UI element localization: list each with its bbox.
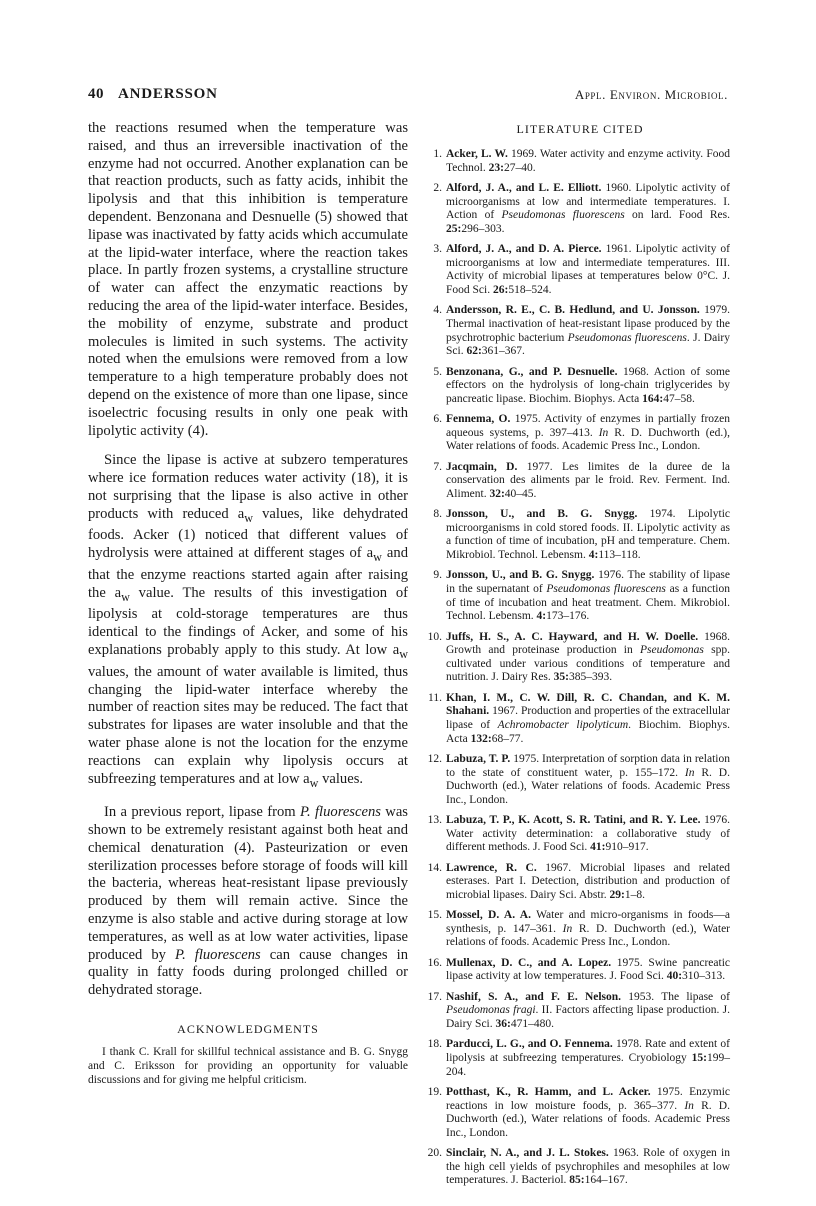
reference-details: 1963. Role of oxygen in the high cell yields of psychrophiles and mesophiles at low temperatures. J. Bacteriol. 85:164–167. [446, 1147, 730, 1187]
reference-authors: Benzonana, G., and P. Desnuelle. [446, 365, 618, 378]
reference-number: 2. [433, 181, 442, 194]
body-paragraph: In a previous report, lipase from P. fluorescens was shown to be extremely resistant against both heat and chemical denaturation (4). Pasteurization or even sterilization processes before storage of foods will kill the bacteria, whereas heat-resistant lipase previously produced by them will remain active. Since the enzyme is also stable and active during storage at low temperatures, as well as at low water activities, lipase produced by P. fluorescens can cause changes in quality in fatty foods during prolonged chilled or dehydrated storage. [88, 804, 408, 999]
references-heading: LITERATURE CITED [516, 122, 644, 136]
reference-item [430, 569, 730, 623]
reference-authors: Alford, J. A., and L. E. Elliott. [446, 181, 602, 194]
journal-name: Appl. Environ. Microbiol. [574, 87, 728, 102]
reference-authors: Juffs, H. S., A. C. Hayward, and H. W. Doelle. [446, 630, 699, 643]
left-column [88, 120, 408, 1087]
reference-details: 1967. Microbial lipases and related esterases. Part I. Detection, distribution and production of microbial lipases. Dairy Sci. Abstr. 29:1–8. [446, 861, 730, 901]
reference-authors: Khan, I. M., C. W. Dill, R. C. Chandan, and K. M. Shahani. [446, 691, 730, 718]
reference-details: 1978. Rate and extent of lipolysis at subfreezing temperatures. Cryobiology 15:199–204. [446, 1038, 731, 1078]
reference-details: 1979. Thermal inactivation of heat-resistant lipase produced by the psychrotrophic bacterium Pseudomonas fluorescens. J. Dairy Sci. 62:361–367. [446, 304, 730, 358]
reference-details: 1975. Swine pancreatic lipase activity at low temperatures. J. Food Sci. 40:310–313. [446, 956, 730, 983]
running-author: ANDERSSON [118, 86, 218, 102]
reference-item [430, 461, 730, 502]
reference-authors: Nashif, S. A., and F. E. Nelson. [446, 990, 622, 1003]
reference-details: 1975. Enzymic reactions in low moisture foods, p. 365–377. In R. D. Duchworth (ed.), Water relations of foods. Academic Press Inc., London. [446, 1085, 731, 1139]
reference-number: 20. [427, 1147, 442, 1160]
reference-item [430, 243, 730, 297]
reference-item [430, 304, 730, 358]
reference-number: 18. [427, 1038, 442, 1051]
reference-details: Water and micro-organisms in foods—a synthesis, p. 147–361. In R. D. Duchworth (ed.), Water relations of foods. Academic Press Inc., London. [446, 909, 731, 949]
reference-authors: Alford, J. A., and D. A. Pierce. [446, 243, 602, 256]
reference-list [427, 148, 731, 1188]
reference-number: 17. [427, 990, 442, 1003]
acknowledgments-heading: ACKNOWLEDGMENTS [177, 1021, 319, 1036]
reference-authors: Sinclair, N. A., and J. L. Stokes. [446, 1147, 609, 1160]
reference-authors: Fennema, O. [446, 413, 511, 426]
reference-item [427, 1147, 730, 1188]
right-column [427, 120, 731, 1195]
reference-details: 1977. Les limites de la duree de la conservation des aliments par le froid. Rev. Ferment. Ind. Aliment. 32:40–45. [446, 460, 730, 500]
reference-item [427, 1085, 731, 1140]
reference-item [427, 861, 730, 903]
reference-details: 1968. Action of some effectors on the hydrolysis of long-chain triglycerides by pancreatic lipase. Biochim. Biophys. Acta 164:47–58. [446, 365, 730, 405]
reference-item [430, 148, 730, 175]
reference-number: 16. [427, 956, 442, 969]
reference-authors: Labuza, T. P., K. Acott, S. R. Tatini, and R. Y. Lee. [446, 814, 701, 827]
reference-number: 14. [427, 861, 442, 874]
reference-number: 19. [427, 1085, 442, 1098]
reference-authors: Labuza, T. P. [446, 752, 511, 765]
reference-number: 13. [427, 814, 442, 827]
reference-details: 1953. The lipase of Pseudomonas fragi. II. Factors affecting lipase production. J. Dairy Sci. 36:471–480. [446, 990, 730, 1030]
page-number: 40 [88, 86, 104, 102]
reference-item [430, 692, 730, 746]
reference-item [427, 630, 731, 685]
reference-item [430, 413, 730, 454]
reference-number: 15. [427, 909, 442, 922]
reference-authors: Acker, L. W. [446, 148, 508, 160]
reference-item [427, 956, 730, 984]
reference-number: 8. [433, 508, 442, 521]
reference-details: 1961. Lipolytic activity of microorganisms at low and intermediate temperatures. III. Activity of microbial lipases at temperatures below 0°C. J. Food Sci. 26:518–524. [446, 243, 730, 296]
reference-item [427, 752, 730, 807]
reference-number: 11. [428, 691, 442, 704]
reference-item [427, 909, 731, 950]
reference-details: 1975. Interpretation of sorption data in relation to the state of constituent water, p. 155–172. In R. D. Duchworth (ed.), Water relations of foods. Academic Press Inc., London. [446, 752, 730, 806]
reference-authors: Parducci, L. G., and O. Fennema. [446, 1038, 613, 1051]
reference-details: 1974. Lipolytic microorganisms in cold stored foods. II. Lipolytic activity as a function of time of incubation, pH and temperature. Chem. Mikrobiol. Technol. Lebensm. 4:113–118. [446, 508, 730, 562]
reference-number: 7. [433, 460, 442, 473]
reference-number: 10. [427, 630, 442, 643]
reference-item [430, 508, 730, 562]
acknowledgments-text: I thank C. Krall for skillful technical assistance and B. G. Snygg and C. Eriksson for providing an opportunity for valuable discussions and for giving me helpful criticism. [88, 1045, 408, 1086]
body-paragraph: Since the lipase is active at subzero temperatures where ice formation reduces water activity (18), it is not surprising that the lipase is also active in other products with reduced $a_w$ values, like dehydrated foods. Acker (1) noticed that different values of hydrolysis were attained at different stages of $a_w$ and that the enzyme reactions started again after raising the $a_w$ value. The results of this investigation of lipolysis at cold-storage temperatures are thus identical to the findings of Acker, and some of his explanations probably apply to this study. At low $a_w$ values, the amount of water available is limited, thus changing the lipid-water interface whereby the number of reaction sites may be reduced. The fact that substrates for lipases are water insoluble and that the water phase alone is not the location for the enzyme reactions can explain why lipolysis occurs at subfreezing temperatures and at low $a_w$ values. [88, 452, 408, 790]
reference-details: 1976. Water activity determination: a collaborative study of different methods. J. Food Sci. 41:910–917. [446, 814, 731, 854]
reference-details: 1967. Production and properties of the extracellular lipase of Achromobacter lipolyticum. Biochim. Biophys. Acta 132:68–77. [446, 705, 730, 745]
reference-details: 1968. Growth and proteinase production in Pseudomonas spp. cultivated under various conditions of temperature and nutrition. J. Dairy Res. 35:385–393. [446, 630, 731, 684]
reference-details: 1975. Activity of enzymes in partially frozen aqueous systems, p. 397–413. In R. D. Duchworth (ed.), Water relations of foods. Academic Press Inc., London. [446, 413, 730, 453]
running-header [88, 86, 728, 108]
reference-authors: Potthast, K., R. Hamm, and L. Acker. [446, 1085, 651, 1098]
reference-number: 9. [433, 569, 442, 582]
reference-item [430, 182, 730, 236]
reference-authors: Jonsson, U., and B. G. Snygg. [446, 569, 595, 582]
reference-number: 1. [433, 148, 442, 160]
reference-item [427, 1038, 731, 1079]
reference-details: 1976. The stability of lipase in the supernatant of Pseudomonas fluorescens as a function of time of incubation and heat treatment. Chem. Mikrobiol. Technol. Lebensm. 4:173–176. [446, 569, 730, 623]
reference-details: 1969. Water activity and enzyme activity. Food Technol. 23:27–40. [446, 148, 730, 174]
reference-authors: Jacqmain, D. [446, 460, 518, 473]
reference-authors: Mossel, D. A. A. [446, 909, 531, 922]
reference-number: 5. [433, 365, 442, 378]
reference-authors: Mullenax, D. C., and A. Lopez. [446, 956, 612, 969]
reference-authors: Jonsson, U., and B. G. Snygg. [446, 508, 638, 521]
reference-number: 4. [433, 304, 442, 317]
reference-number: 6. [433, 413, 442, 426]
reference-item [427, 814, 731, 855]
body-paragraph: the reactions resumed when the temperature was raised, and thus an irreversible inactivation of the enzyme had not occurred. Another explanation can be that reaction products, such as fatty acids, inhibit the lipolysis and that this inhibition is temperature dependent. Benzonana and Desnuelle (5) showed that lipase was inactivated by fatty acids which accumulate at the lipid-water interface, where the reaction takes place. In partly frozen systems, a crystalline structure of water can affect the enzymatic reactions by reducing the area of the lipid-water interface. Besides, the mobility of enzyme, substrate and product molecules is limited in such systems. The activity noted when the emulsions were removed from a low temperature to a high temperature probably does not depend on the existence of more than one lipase, since isoelectric focusing results in only one peak with lipolytic activity (4). [88, 120, 408, 439]
reference-authors: Lawrence, R. C. [446, 861, 537, 874]
reference-item [430, 366, 730, 407]
reference-number: 3. [433, 243, 442, 256]
reference-item [427, 990, 730, 1032]
reference-details: 1960. Lipolytic activity of microorganisms at low and intermediate temperatures. I. Action of Pseudomonas fluorescens on lard. Food Res. 25:296–303. [446, 181, 730, 235]
reference-number: 12. [427, 752, 442, 765]
reference-authors: Andersson, R. E., C. B. Hedlund, and U. Jonsson. [446, 304, 700, 317]
